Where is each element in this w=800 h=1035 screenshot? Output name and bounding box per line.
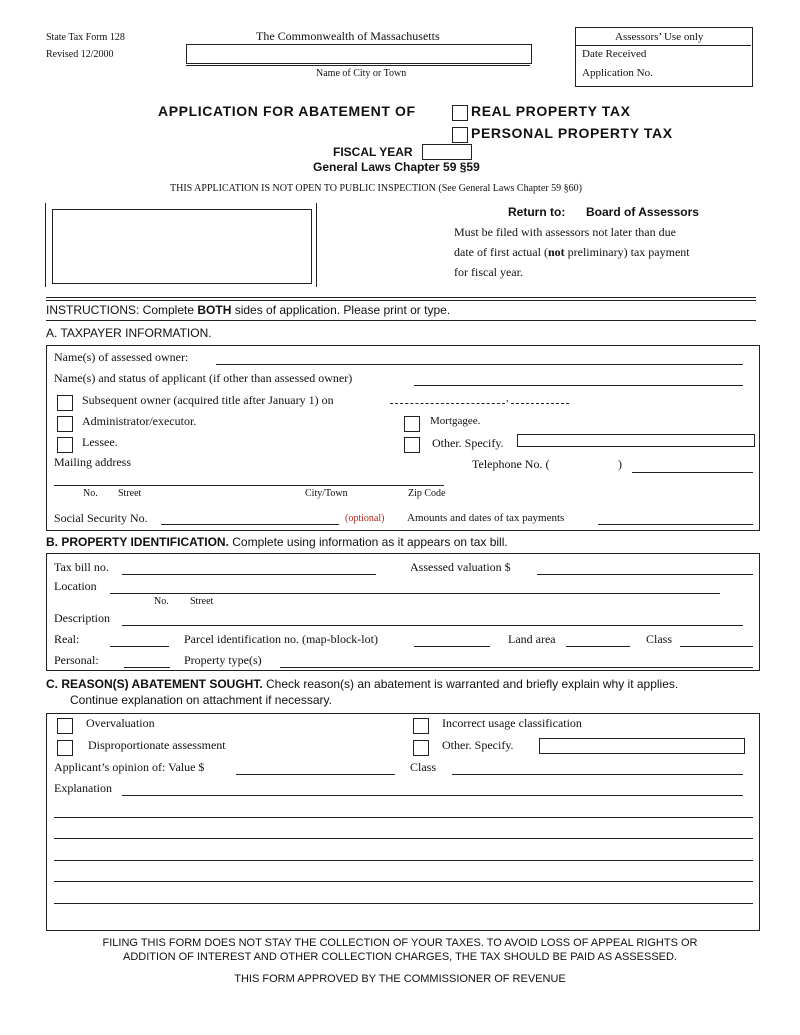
- footer-notice-line-2: ADDITION OF INTEREST AND OTHER COLLECTION CHARGES, THE TAX SHOULD BE PAID AS ASSESSED.: [123, 951, 677, 963]
- class-input[interactable]: [680, 646, 753, 647]
- telephone-close-paren: ): [618, 457, 622, 471]
- footer-notice-line-1: FILING THIS FORM DOES NOT STAY THE COLLECTION OF YOUR TAXES. TO AVOID LOSS OF APPEAL RIGHTS OR: [102, 937, 698, 949]
- instructions-divider: [46, 320, 756, 321]
- ssn-optional-note: (optional): [345, 513, 385, 524]
- description-label: Description: [54, 611, 110, 625]
- personal-label: Personal:: [54, 653, 99, 667]
- disproportionate-checkbox[interactable]: [57, 740, 73, 756]
- description-input[interactable]: [122, 625, 743, 626]
- public-inspection-notice: THIS APPLICATION IS NOT OPEN TO PUBLIC INSPECTION (See General Laws Chapter 59 §60): [170, 183, 582, 194]
- explanation-line-3[interactable]: [54, 838, 753, 839]
- revised-date: Revised 12/2000: [46, 49, 114, 60]
- date-separator: ,: [506, 393, 509, 404]
- telephone-input[interactable]: [632, 472, 753, 473]
- opinion-class-label: Class: [410, 760, 437, 774]
- city-underline: [186, 65, 530, 66]
- owner-names-label: Name(s) of assessed owner:: [54, 350, 189, 364]
- applicant-label: Name(s) and status of applicant (if other than assessed owner): [54, 371, 353, 385]
- explanation-label: Explanation: [54, 781, 112, 795]
- location-label: Location: [54, 579, 97, 593]
- real-property-label: REAL PROPERTY TAX: [471, 103, 631, 119]
- administrator-checkbox[interactable]: [57, 416, 73, 432]
- personal-property-checkbox[interactable]: [452, 127, 468, 143]
- acquired-year-input[interactable]: [511, 403, 569, 404]
- mailing-address-input[interactable]: [54, 485, 444, 486]
- mortgagee-checkbox[interactable]: [404, 416, 420, 432]
- parcel-input[interactable]: [414, 646, 490, 647]
- return-line-2: date of first actual (not preliminary) tax payment: [454, 245, 690, 259]
- property-types-label: Property type(s): [184, 653, 262, 667]
- telephone-label: Telephone No. (: [472, 457, 550, 471]
- explanation-line-5[interactable]: [54, 881, 753, 882]
- law-reference: General Laws Chapter 59 §59: [313, 160, 480, 174]
- location-input[interactable]: [110, 593, 720, 594]
- section-a-heading: A. TAXPAYER INFORMATION.: [46, 326, 212, 340]
- acquired-date-input[interactable]: [390, 403, 505, 404]
- return-to-label: Return to:: [508, 205, 566, 219]
- label-box-brackets: [45, 203, 317, 287]
- property-types-input[interactable]: [280, 667, 753, 668]
- subsequent-owner-label: Subsequent owner (acquired title after January 1) on: [82, 393, 334, 407]
- date-received-label: Date Received: [582, 48, 647, 60]
- explanation-line-6[interactable]: [54, 903, 753, 904]
- assessors-divider: [576, 45, 751, 46]
- top-divider: [46, 297, 756, 298]
- overvaluation-label: Overvaluation: [86, 716, 155, 730]
- return-line-3: for fiscal year.: [454, 265, 523, 279]
- applicant-input[interactable]: [414, 385, 743, 386]
- parcel-label: Parcel identification no. (map-block-lot): [184, 632, 378, 646]
- form-number: State Tax Form 128: [46, 32, 125, 43]
- mortgagee-label: Mortgagee.: [430, 415, 481, 427]
- board-of-assessors: Board of Assessors: [586, 205, 699, 219]
- section-b-heading: B. PROPERTY IDENTIFICATION. Complete using information as it appears on tax bill.: [46, 535, 508, 549]
- addr-no-caption: No.: [83, 488, 98, 499]
- assessors-title: Assessors’ Use only: [615, 31, 704, 43]
- lessee-label: Lessee.: [82, 435, 118, 449]
- subsequent-owner-checkbox[interactable]: [57, 395, 73, 411]
- explanation-line-4[interactable]: [54, 860, 753, 861]
- commonwealth-title: The Commonwealth of Massachusetts: [256, 29, 440, 43]
- opinion-value-input[interactable]: [236, 774, 395, 775]
- approval-notice: THIS FORM APPROVED BY THE COMMISSIONER OF REVENUE: [234, 973, 566, 985]
- form-title: APPLICATION FOR ABATEMENT OF: [158, 103, 416, 119]
- other-status-label: Other. Specify.: [432, 436, 504, 450]
- land-area-label: Land area: [508, 632, 556, 646]
- explanation-line-1[interactable]: [122, 795, 743, 796]
- class-label: Class: [646, 632, 673, 646]
- other-status-checkbox[interactable]: [404, 437, 420, 453]
- ssn-input[interactable]: [161, 524, 339, 525]
- section-c-heading-line2: Continue explanation on attachment if necessary.: [70, 693, 332, 707]
- city-town-input[interactable]: [186, 44, 532, 64]
- administrator-label: Administrator/executor.: [82, 414, 197, 428]
- opinion-value-label: Applicant’s opinion of: Value $: [54, 760, 205, 774]
- land-area-input[interactable]: [566, 646, 630, 647]
- section-b-box: [46, 553, 760, 671]
- other-reason-input[interactable]: [539, 738, 745, 754]
- payments-input[interactable]: [598, 524, 753, 525]
- tax-bill-input[interactable]: [122, 574, 376, 575]
- addr-zip-caption: Zip Code: [408, 488, 446, 499]
- owner-names-input[interactable]: [216, 364, 743, 365]
- location-street-caption: Street: [190, 596, 214, 607]
- city-caption: Name of City or Town: [316, 68, 407, 79]
- real-label: Real:: [54, 632, 80, 646]
- return-line-1: Must be filed with assessors not later than due: [454, 225, 676, 239]
- mailing-address-label: Mailing address: [54, 455, 131, 469]
- location-no-caption: No.: [154, 596, 169, 607]
- fiscal-year-input[interactable]: [422, 144, 472, 160]
- disproportionate-label: Disproportionate assessment: [88, 738, 226, 752]
- top-divider-2: [46, 300, 756, 301]
- instructions: INSTRUCTIONS: Complete BOTH sides of application. Please print or type.: [46, 303, 451, 317]
- opinion-class-input[interactable]: [452, 774, 743, 775]
- personal-property-label: PERSONAL PROPERTY TAX: [471, 125, 673, 141]
- real-input[interactable]: [110, 646, 169, 647]
- addr-city-caption: City/Town: [305, 488, 348, 499]
- overvaluation-checkbox[interactable]: [57, 718, 73, 734]
- payments-label: Amounts and dates of tax payments: [407, 512, 565, 524]
- addr-street-caption: Street: [118, 488, 142, 499]
- incorrect-classification-checkbox[interactable]: [413, 718, 429, 734]
- section-c-heading: C. REASON(S) ABATEMENT SOUGHT. Check reason(s) an abatement is warranted and briefly explain why it applies.: [46, 677, 679, 691]
- ssn-label: Social Security No.: [54, 511, 148, 525]
- fiscal-year-label: FISCAL YEAR: [333, 145, 413, 159]
- other-status-input[interactable]: [517, 434, 755, 447]
- real-property-checkbox[interactable]: [452, 105, 468, 121]
- assessed-valuation-input[interactable]: [537, 574, 753, 575]
- assessed-valuation-label: Assessed valuation $: [410, 560, 511, 574]
- personal-input[interactable]: [124, 667, 170, 668]
- explanation-line-2[interactable]: [54, 817, 753, 818]
- tax-bill-label: Tax bill no.: [54, 560, 109, 574]
- lessee-checkbox[interactable]: [57, 437, 73, 453]
- incorrect-classification-label: Incorrect usage classification: [442, 716, 582, 730]
- application-no-label: Application No.: [582, 67, 653, 79]
- other-reason-label: Other. Specify.: [442, 738, 514, 752]
- other-reason-checkbox[interactable]: [413, 740, 429, 756]
